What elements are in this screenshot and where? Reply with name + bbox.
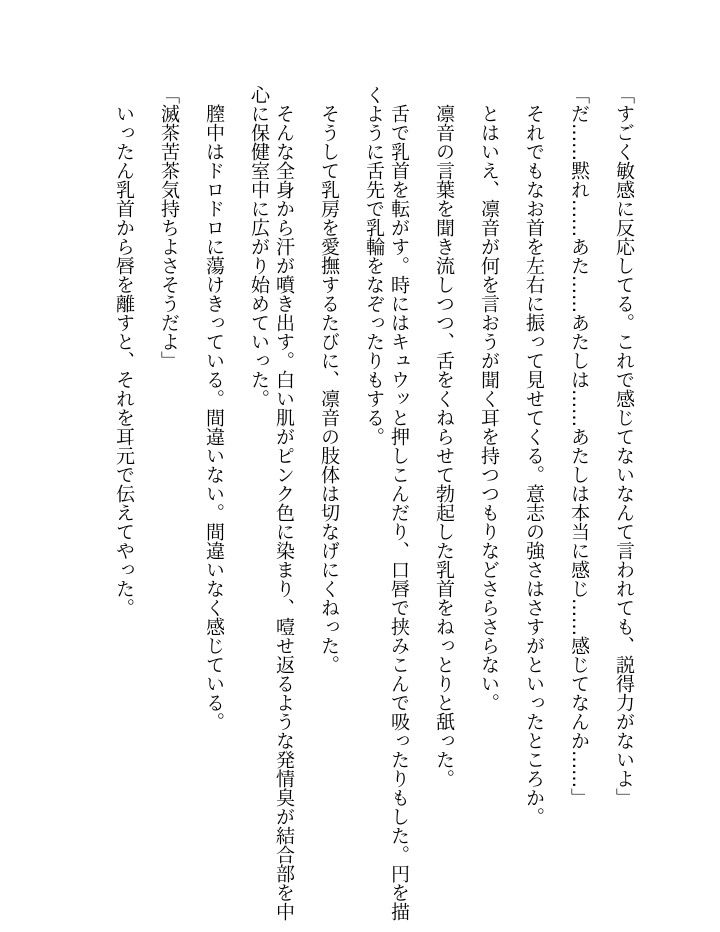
text-line: 凛音の言葉を聞き流しつつ、舌をくねらせて勃起した乳首をねっとりと舐った。 xyxy=(433,104,455,788)
text-line: そんな全身から汗が噴き出す。白い肌がピンク色に染まり、噎せ返るような発情臭が結合部を中 xyxy=(273,104,295,921)
paragraph xyxy=(521,85,546,932)
paragraph xyxy=(361,85,411,932)
text-line: 心に保健室中に広がり始めていった。 xyxy=(248,85,270,408)
paragraph xyxy=(431,85,456,932)
text-line: 膣中はドロドロに蕩けきっている。間違いない。間違いなく感じている。 xyxy=(203,104,225,731)
paragraph xyxy=(246,85,296,932)
novel-page xyxy=(111,85,636,932)
text-line: 舌で乳首を転がす。時にはキュウッと押しこんだり、口唇で挟みこんで吸ったりもした。円を描 xyxy=(388,104,410,921)
text-line: くように舌先で乳輪をなぞったりもする。 xyxy=(363,85,385,446)
paragraph xyxy=(201,85,226,932)
paragraph xyxy=(566,85,591,932)
paragraph xyxy=(156,85,181,932)
text-line: それでもなお首を左右に振って見せてくる。意志の強さはさすがといったところか。 xyxy=(523,104,545,826)
paragraph xyxy=(611,85,636,932)
text-line: 「すごく敏感に反応してる。これで感じてないなんて言われても、説得力がないよ」 xyxy=(613,85,635,807)
text-line: 「滅茶苦茶気持ちよさそうだよ」 xyxy=(158,85,180,370)
paragraph xyxy=(476,85,501,932)
paragraph xyxy=(111,85,136,932)
text-line: いったん乳首から唇を離すと、それを耳元で伝えてやった。 xyxy=(113,104,135,617)
text-line: 「だ……黙れ……あた……あたしは……あたしは本当に感じ……感じてなんか……」 xyxy=(568,85,590,807)
paragraph xyxy=(316,85,341,932)
text-line: とはいえ、凛音が何を言おうが聞く耳を持つつもりなどさらさらない。 xyxy=(478,104,500,712)
text-line: そうして乳房を愛撫するたびに、凛音の肢体は切なげにくねった。 xyxy=(318,104,340,674)
